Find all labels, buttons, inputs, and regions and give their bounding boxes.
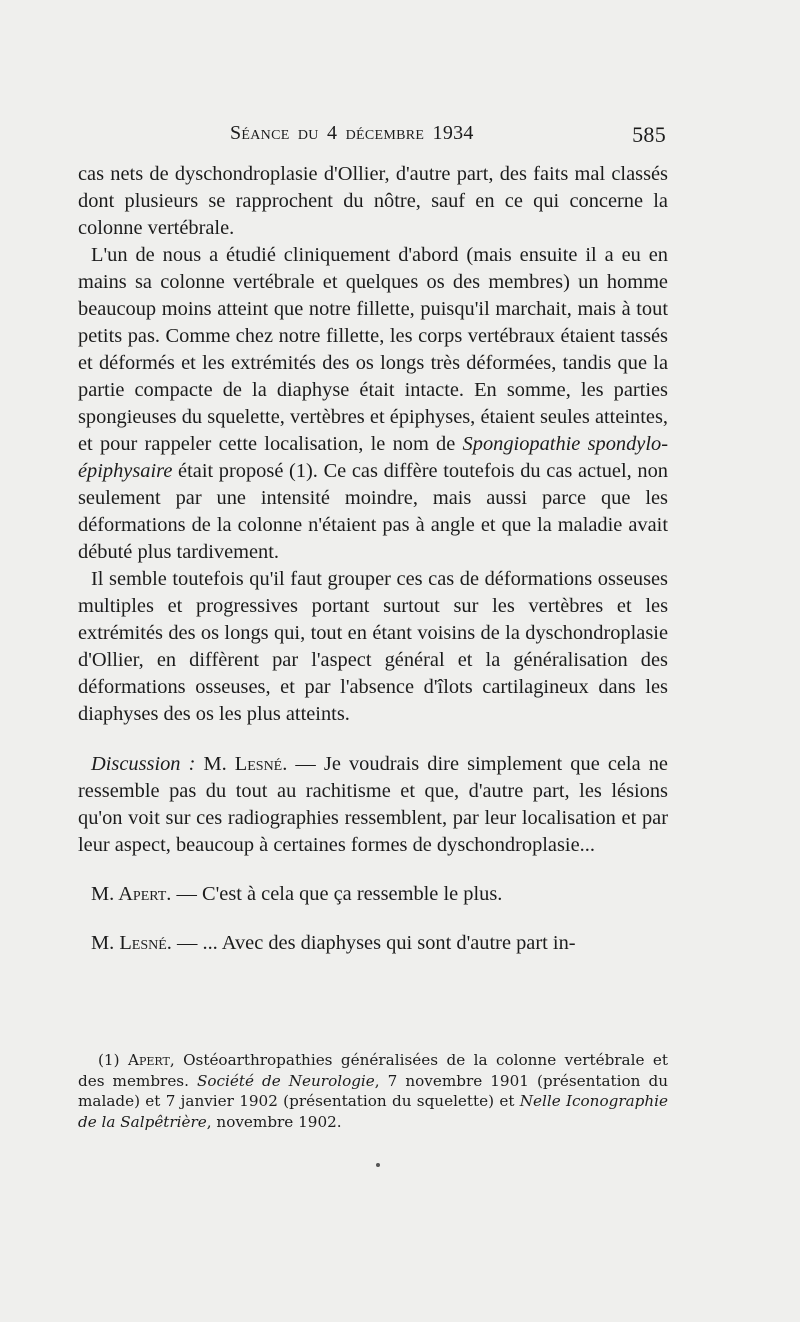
discussion-label: Discussion :: [91, 753, 196, 775]
page-number: 585: [632, 122, 666, 147]
footnote-marker: (1): [98, 1051, 128, 1069]
page-header: [230, 118, 666, 154]
footnote-1: [78, 1050, 668, 1132]
discussion-speaker: M. Lesné.: [203, 753, 288, 775]
apert-reply: [78, 881, 668, 908]
discussion-paragraph: [78, 751, 668, 859]
footnote-text-a: , Ostéoarthropathies généralisées de la colonne vertébrale et des membres.: [78, 1051, 669, 1090]
paragraph-3-text: Il semble toutefois qu'il faut grouper ces cas de déformations osseuses multiples et progressives portant surtout sur les vertèbres et les extrémités des os longs qui, tout en étant voisins de la dyschondroplasie d'Ollier, en diffèrent par l'aspect général et la généralisation des déformations osseuses, et par l'absence d'îlots cartilagineux dans les diaphyses des os les plus atteints.: [78, 568, 668, 725]
ink-speck: [376, 1163, 380, 1167]
main-text: [78, 161, 668, 957]
footnote-text-c: , novembre 1902.: [206, 1112, 342, 1131]
lesne-speaker: M. Lesné.: [91, 932, 172, 954]
paragraph-continuation: [78, 161, 668, 242]
paragraph-2-text-a: L'un de nous a étudié cliniquement d'abord (mais ensuite il a eu en mains sa colonne vertébrale et quelques os des membres) un homme beaucoup moins atteint que notre fillette, puisqu'il marchait, mais à tout petits pas. Comme chez notre fillette, les corps vertébraux étaient tassés et déformés et les extrémités des os longs très déformées, tandis que la partie compacte de la diaphyse était intacte. En somme, les parties spongieuses du squelette, vertèbres et épiphyses, étaient seules atteintes, et pour rappeler cette localisation, le nom de: [78, 244, 668, 455]
paragraph-2-text-b: était proposé (1). Ce cas diffère toutefois du cas actuel, non seulement par une intensité moindre, mais aussi parce que les déformations de la colonne n'étaient pas à angle et que la maladie avait débuté plus tardivement.: [78, 460, 668, 563]
paragraph-1-text: cas nets de dyschondroplasie d'Ollier, d'autre part, des faits mal classés dont plusieurs se rapprochent du nôtre, sauf en ce qui concerne la colonne vertébrale.: [78, 163, 668, 239]
footnote-text-b: , 7 novembre 1901 (présentation du malade) et 7 janvier 1902 (présentation du squelette) et: [78, 1071, 668, 1110]
footnote-journal-2: Nelle Iconographie de la Salpêtrière: [78, 1092, 668, 1131]
lesne-reply: [78, 930, 668, 957]
paragraph-case-description: [78, 242, 668, 566]
footnote-author: Apert: [127, 1051, 170, 1069]
discussion-text: — Je voudrais dire simplement que cela ne ressemble pas du tout au rachitisme et que, d'autre part, les lésions qu'on voit sur ces radiographies ressemblent, par leur localisation et par leur aspect, beaucoup à certaines formes de dyschondroplasie...: [78, 753, 668, 856]
footnote-block: [78, 1050, 668, 1132]
paragraph-grouping: [78, 566, 668, 728]
footnote-journal-1: Société de Neurologie: [196, 1071, 375, 1090]
disease-name-italic: Spongiopathie spondylo-épiphysaire: [78, 433, 669, 482]
apert-text: — C'est à cela que ça ressemble le plus.: [171, 883, 503, 905]
lesne-text: — ... Avec des diaphyses qui sont d'autre part in-: [171, 932, 576, 954]
apert-speaker: M. Apert.: [91, 883, 172, 905]
running-head: Séance du 4 décembre 1934: [230, 122, 474, 144]
